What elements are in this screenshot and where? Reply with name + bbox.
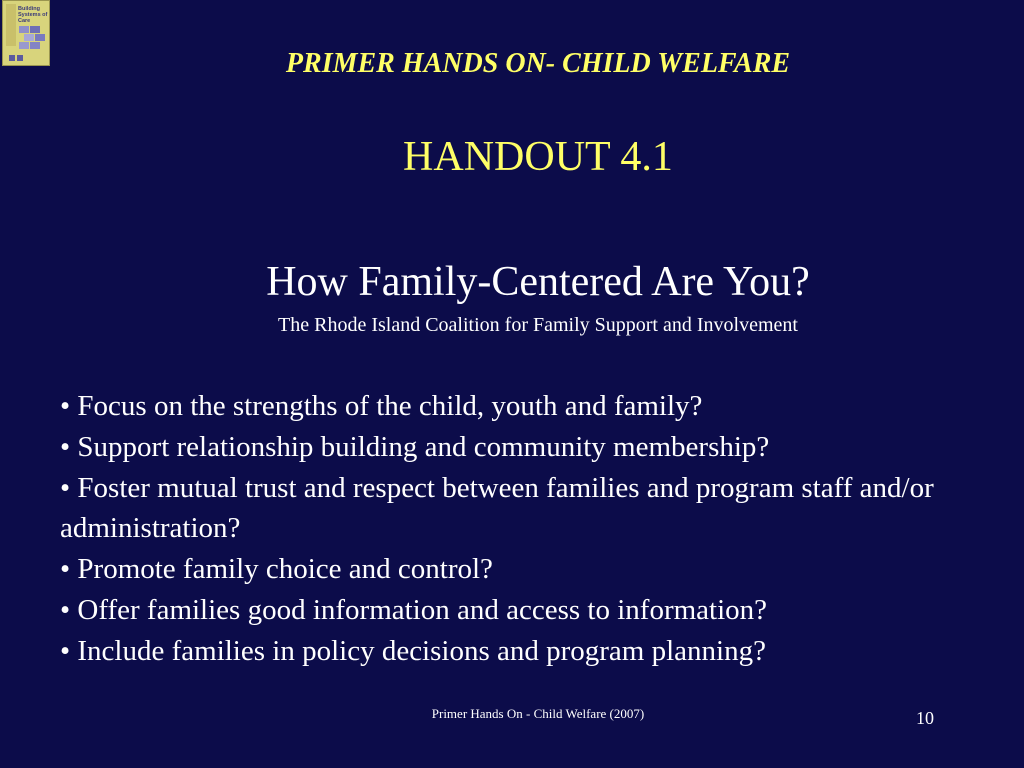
slide-footer: Primer Hands On - Child Welfare (2007)	[431, 706, 645, 721]
logo-text-1: Building	[18, 6, 40, 12]
bullet-item: • Foster mutual trust and respect between families and program staff and/or administration?	[60, 471, 934, 545]
logo-text-2: Systems of	[18, 12, 48, 18]
bullet-item: • Include families in policy decisions and program planning?	[60, 634, 766, 667]
bullet-item: • Focus on the strengths of the child, youth and family?	[60, 390, 703, 422]
bullet-item: • Offer families good information and access to information?	[60, 593, 768, 626]
bullet-item: • Promote family choice and control?	[60, 553, 493, 586]
slide-subtitle: The Rhode Island Coalition for Family Support and Involvement	[278, 314, 798, 336]
header-title: PRIMER HANDS ON- CHILD WELFARE	[285, 48, 791, 79]
handout-label: HANDOUT 4.1	[403, 134, 673, 180]
bullet-item: • Support relationship building and community membership?	[60, 430, 770, 463]
logo-text-3: Care	[18, 18, 31, 24]
bullet-list	[60, 386, 1010, 672]
page-number: 10	[916, 708, 934, 728]
slide-title: How Family-Centered Are You?	[266, 259, 810, 305]
